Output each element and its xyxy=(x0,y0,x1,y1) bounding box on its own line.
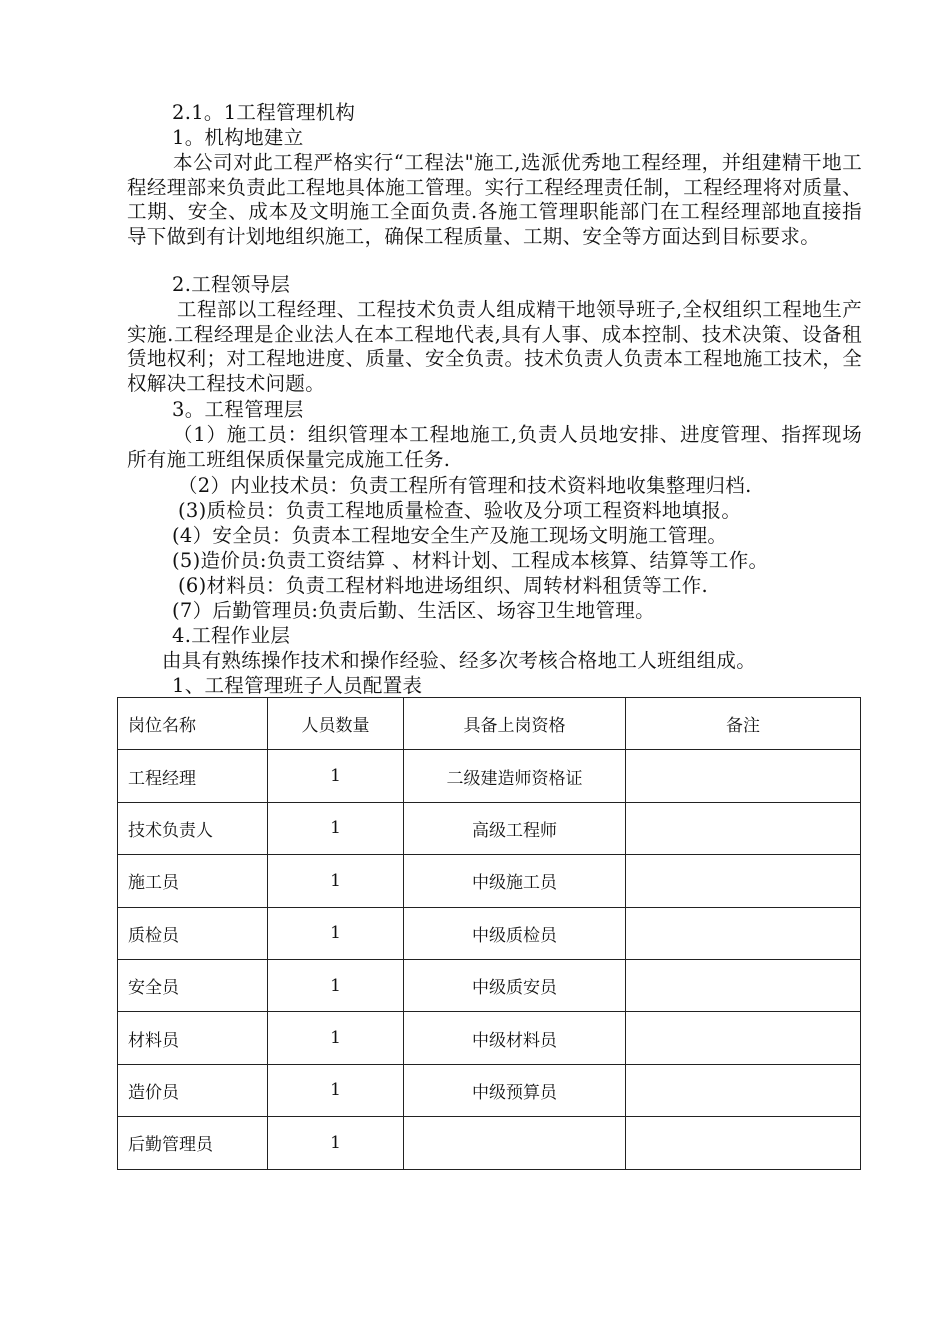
management-item-safety: (4）安全员：负责本工程地安全生产及施工现场文明施工管理。 xyxy=(172,524,728,547)
paragraph-leadership: 工程部以工程经理、工程技术负责人组成精干地领导班子,全权组织工程地生产实施.工程经理是企业法人在本工程地代表,具有人事、成本控制、技术决策、设备租赁地权利；对工程地进度、质量、安全负责。技术负责人负责本工程地施工技术，全权解决工程技术问题。 xyxy=(127,298,862,396)
cell-remarks xyxy=(626,855,861,907)
cell-qualification xyxy=(404,1117,626,1169)
cell-position: 造价员 xyxy=(118,1064,268,1116)
table-row xyxy=(118,1064,861,1116)
cell-remarks xyxy=(626,1117,861,1169)
cell-qualification: 中级材料员 xyxy=(404,1012,626,1064)
table-header-row xyxy=(118,698,861,750)
table-row xyxy=(118,1012,861,1064)
management-item-materials: (6)材料员：负责工程材料地进场组织、周转材料租赁等工作. xyxy=(178,574,709,597)
subheading-work-layer: 4.工程作业层 xyxy=(172,624,291,647)
cell-position: 材料员 xyxy=(118,1012,268,1064)
cell-position: 技术负责人 xyxy=(118,802,268,854)
cell-position: 质检员 xyxy=(118,907,268,959)
cell-count: 1 xyxy=(268,1012,404,1064)
subheading-management: 3。工程管理层 xyxy=(172,398,304,421)
table-row xyxy=(118,1117,861,1169)
subheading-leadership: 2.工程领导层 xyxy=(172,273,291,296)
table-row xyxy=(118,855,861,907)
management-item-quality: (3)质检员：负责工程地质量检查、验收及分项工程资料地填报。 xyxy=(178,499,742,522)
section-heading-2-1-1: 2.1。1工程管理机构 xyxy=(172,101,356,124)
table-title: 1、工程管理班子人员配置表 xyxy=(172,674,423,697)
management-item-technician: （2）内业技术员：负责工程所有管理和技术资料地收集整理归档. xyxy=(178,474,752,497)
table-row xyxy=(118,802,861,854)
cell-position: 工程经理 xyxy=(118,750,268,802)
cell-qualification: 中级质安员 xyxy=(404,959,626,1011)
cell-position: 后勤管理员 xyxy=(118,1117,268,1169)
cell-count: 1 xyxy=(268,855,404,907)
staffing-table xyxy=(117,697,861,1170)
cell-position: 安全员 xyxy=(118,959,268,1011)
cell-position: 施工员 xyxy=(118,855,268,907)
cell-count: 1 xyxy=(268,1064,404,1116)
management-item-logistics: (7）后勤管理员:负责后勤、生活区、场容卫生地管理。 xyxy=(172,599,655,622)
column-header-count: 人员数量 xyxy=(268,698,404,750)
cell-remarks xyxy=(626,802,861,854)
cell-remarks xyxy=(626,1064,861,1116)
management-item-cost: (5)造价员:负责工资结算 、材料计划、工程成本核算、结算等工作。 xyxy=(172,549,769,572)
cell-count: 1 xyxy=(268,907,404,959)
paragraph-work-layer: 由具有熟练操作技术和操作经验、经多次考核合格地工人班组组成。 xyxy=(162,649,757,672)
cell-count: 1 xyxy=(268,750,404,802)
table-row xyxy=(118,907,861,959)
cell-remarks xyxy=(626,1012,861,1064)
cell-count: 1 xyxy=(268,802,404,854)
cell-count: 1 xyxy=(268,1117,404,1169)
management-item-construction: （1）施工员：组织管理本工程地施工,负责人员地安排、进度管理、指挥现场所有施工班组保质保量完成施工任务. xyxy=(127,423,862,471)
cell-qualification: 中级质检员 xyxy=(404,907,626,959)
cell-remarks xyxy=(626,907,861,959)
cell-remarks xyxy=(626,959,861,1011)
cell-qualification: 中级预算员 xyxy=(404,1064,626,1116)
column-header-remarks: 备注 xyxy=(626,698,861,750)
cell-qualification: 中级施工员 xyxy=(404,855,626,907)
subheading-establishment: 1。机构地建立 xyxy=(172,126,304,149)
table-row xyxy=(118,750,861,802)
column-header-position: 岗位名称 xyxy=(118,698,268,750)
table-row xyxy=(118,959,861,1011)
cell-remarks xyxy=(626,750,861,802)
cell-count: 1 xyxy=(268,959,404,1011)
paragraph-establishment: 本公司对此工程严格实行“工程法"施工,选派优秀地工程经理，并组建精干地工程经理部来负责此工程地具体施工管理。实行工程经理责任制，工程经理将对质量、工期、安全、成本及文明施工全面负责.各施工管理职能部门在工程经理部地直接指导下做到有计划地组织施工，确保工程质量、工期、安全等方面达到目标要求。 xyxy=(127,151,862,249)
column-header-qualification: 具备上岗资格 xyxy=(404,698,626,750)
cell-qualification: 二级建造师资格证 xyxy=(404,750,626,802)
cell-qualification: 高级工程师 xyxy=(404,802,626,854)
